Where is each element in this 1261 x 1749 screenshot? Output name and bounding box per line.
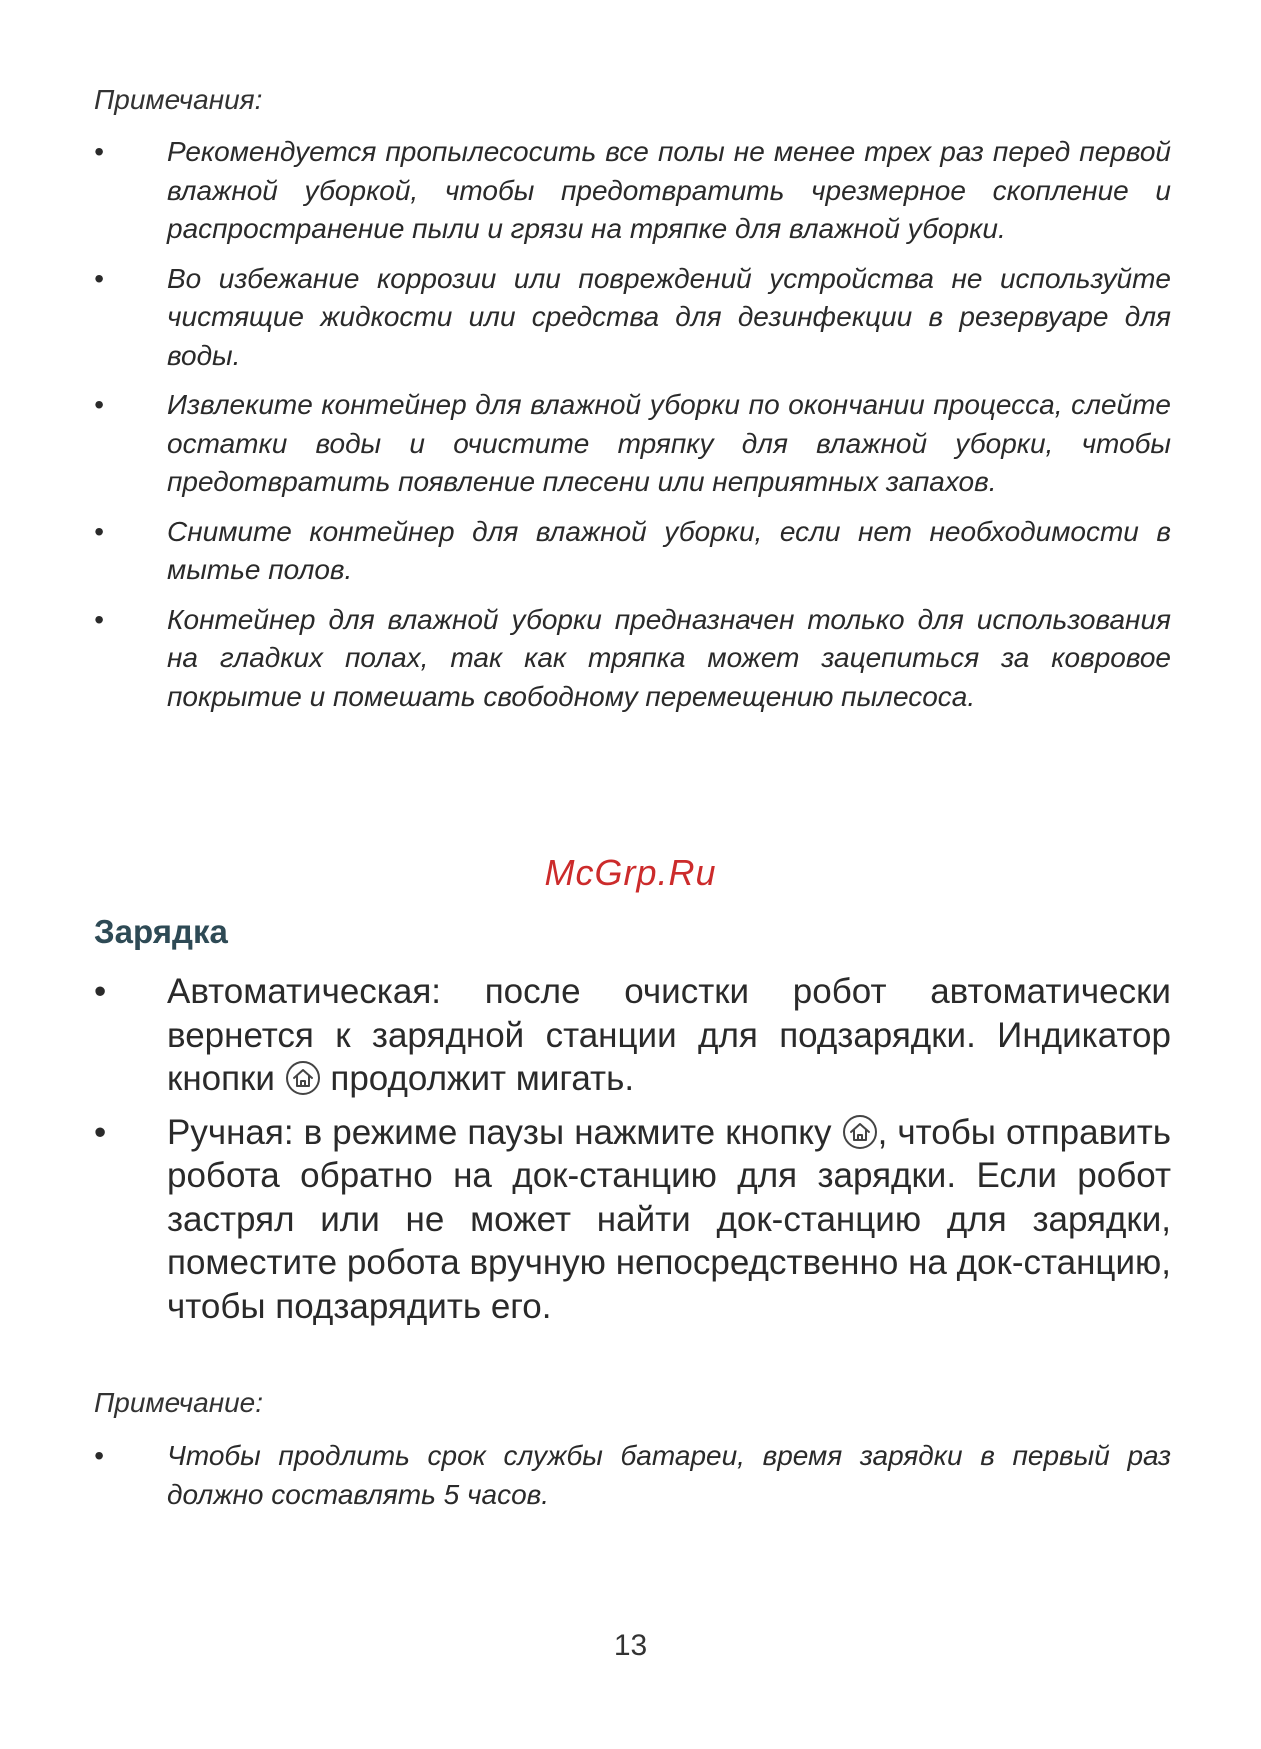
section-title: Зарядка xyxy=(94,913,228,950)
notes-list xyxy=(94,133,1171,727)
bullet: • xyxy=(94,603,104,635)
bullet: • xyxy=(94,262,104,294)
page-number: 13 xyxy=(613,1629,648,1662)
list-item-text: , чтобы отправить робота обратно на док-станцию для зарядки. Если робот застрял или не может найти док-станцию для зарядки, поместите робота вручную непосредственно на док-станцию, чтобы подзарядить его. xyxy=(167,1112,1172,1326)
list-item-text: Контейнер для влажной уборки предназначен только для использования на гладких полах, так как тряпка может зацепиться за ковровое покрытие и помешать свободному перемещению пылесоса. xyxy=(167,603,1171,712)
home-button-icon xyxy=(285,1060,321,1096)
list-item-manual-charging xyxy=(94,1111,1171,1329)
bullet: • xyxy=(94,1440,104,1471)
list-item-text: продолжит мигать. xyxy=(320,1059,635,1098)
list-item-text: Во избежание коррозии или повреждений устройства не используйте чистящие жидкости или средства для дезинфекции в резервуаре для воды. xyxy=(167,262,1171,371)
list-item-text: Ручная: в режиме паузы нажмите кнопку xyxy=(167,1112,842,1152)
bullet: • xyxy=(94,136,104,167)
list-item-text: Извлеките контейнер для влажной уборки по окончании процесса, слейте остатки воды и очистите тряпку для влажной уборки, чтобы предотвратить появление плесени или неприятных запахов. xyxy=(167,389,1171,497)
list-item xyxy=(94,260,1171,376)
note-heading: Примечание: xyxy=(94,1387,264,1418)
list-item xyxy=(94,513,1171,590)
list-item-text: Снимите контейнер для влажной уборки, если нет необходимости в мытье полов. xyxy=(167,515,1171,585)
list-item-text: Чтобы продлить срок службы батареи, время зарядки в первый раз должно составлять 5 часов. xyxy=(167,1440,1171,1510)
bullet: • xyxy=(94,515,104,547)
list-item-text: Рекомендуется пропылесосить все полы не менее трех раз перед первой влажной уборкой, чтобы предотвратить чрезмерное скопление и распространение пыли и грязи на тряпке для влажной уборки. xyxy=(167,136,1171,244)
home-button-icon xyxy=(842,1114,878,1150)
charging-list xyxy=(94,970,1171,1338)
list-item-auto-charging xyxy=(94,970,1171,1101)
note-list xyxy=(94,1437,1171,1525)
list-item xyxy=(94,601,1171,717)
list-item xyxy=(94,133,1171,249)
bullet: • xyxy=(94,389,104,420)
notes-heading: Примечания: xyxy=(94,84,263,115)
list-item xyxy=(94,1437,1171,1514)
bullet: • xyxy=(94,1112,107,1152)
list-item xyxy=(94,386,1171,502)
bullet: • xyxy=(94,972,107,1011)
watermark: McGrp.Ru xyxy=(544,852,717,893)
list-item-text: Автоматическая: после очистки робот автоматически вернется к зарядной станции для подзарядки. Индикатор кнопки xyxy=(167,972,1171,1098)
